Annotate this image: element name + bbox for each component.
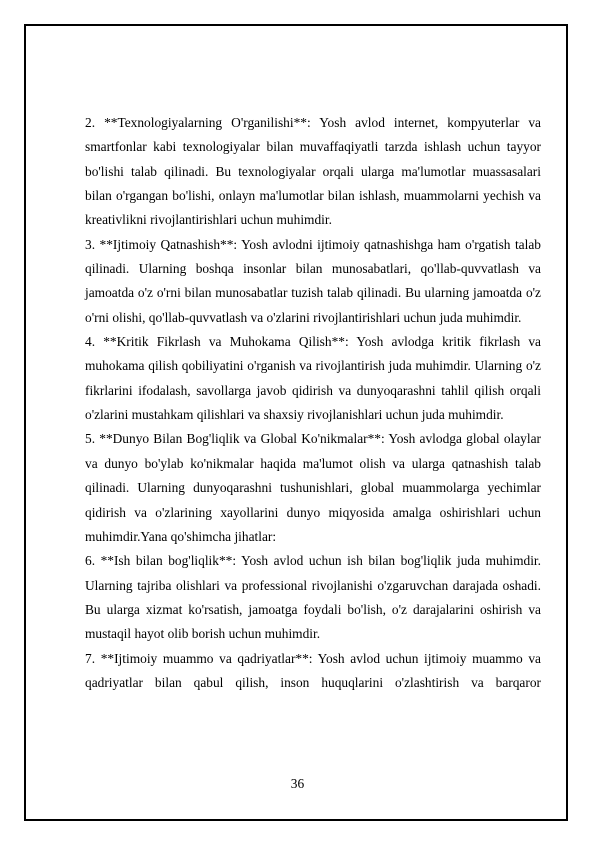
paragraph-3: 3. **Ijtimoiy Qatnashish**: Yosh avlodni ijtimoiy qatnashishga ham o'rgatish talab qilinadi. Ularning boshqa insonlar bilan munosabatlari, qo'llab-quvvatlash va jamoatda o'z o'rni bilan munosabatlar tuzish talab qilinadi. Bu ularning jamoatda o'z o'rni olishi, qo'llab-quvvatlash va o'zlarini rivojlantirishlari uchun juda muhimdir. bbox=[85, 236, 541, 325]
paragraph-4: 4. **Kritik Fikrlash va Muhokama Qilish**: Yosh avlodga kritik fikrlash va muhokama qilish qobiliyatini o'rganish va rivojlantirish juda muhimdir. Ularning o'z fikrlarini ifodalash, savollarga javob qidirish va dunyoqarashni tahlil qilish orqali o'zlarini mustahkam qilishlari va shaxsiy rivojlanishlari uchun juda muhimdir. bbox=[85, 334, 541, 423]
paragraph-7: 7. **Ijtimoiy muammo va qadriyatlar**: Yosh avlod uchun ijtimoiy muammo va qadriyatlar bilan qabul qilish, inson huquqlarini o'zlashtirish va barqaror bbox=[85, 650, 541, 690]
paragraph-5: 5. **Dunyo Bilan Bog'liqlik va Global Ko'nikmalar**: Yosh avlodga global olaylar va dunyo bo'ylab ko'nikmalar haqida ma'lumot olish va ularga qatnashish talab qilinadi. Ularning dunyoqarashni tushunishlari, global muammolarga yechimlar qidirish va o'zlarining xayollarini dunyo miqyosida amalga oshirishlari uchun muhimdir.Yana qo'shimcha jihatlar: bbox=[85, 431, 541, 544]
document-body bbox=[85, 111, 541, 695]
paragraph-6: 6. **Ish bilan bog'liqlik**: Yosh avlod uchun ish bilan bog'liqlik juda muhimdir. Ularning tajriba olishlari va professional rivojlanishi o'zgaruvchan darajada oshadi. Bu ularga xizmat ko'rsatish, jamoatga foydali bo'lish, o'z darajalarini oshirish va mustaqil hayot olib borish uchun muhimdir. bbox=[85, 553, 541, 642]
page-number: 36 bbox=[290, 776, 305, 791]
paragraph-2: 2. **Texnologiyalarning O'rganilishi**: Yosh avlod internet, kompyuterlar va smartfonlar kabi texnologiyalar bilan muvaffaqiyatli tarzda ishlash uchun tayyor bo'lishi talab qilinadi. Bu texnologiyalar orqali ularga ma'lumotlar muassasalari bilan o'rgangan bo'lishi, onlayn ma'lumotlar bilan ishlash, muammolarni yechish va kreativlikni rivojlantirishlari uchun muhimdir. bbox=[85, 115, 541, 228]
